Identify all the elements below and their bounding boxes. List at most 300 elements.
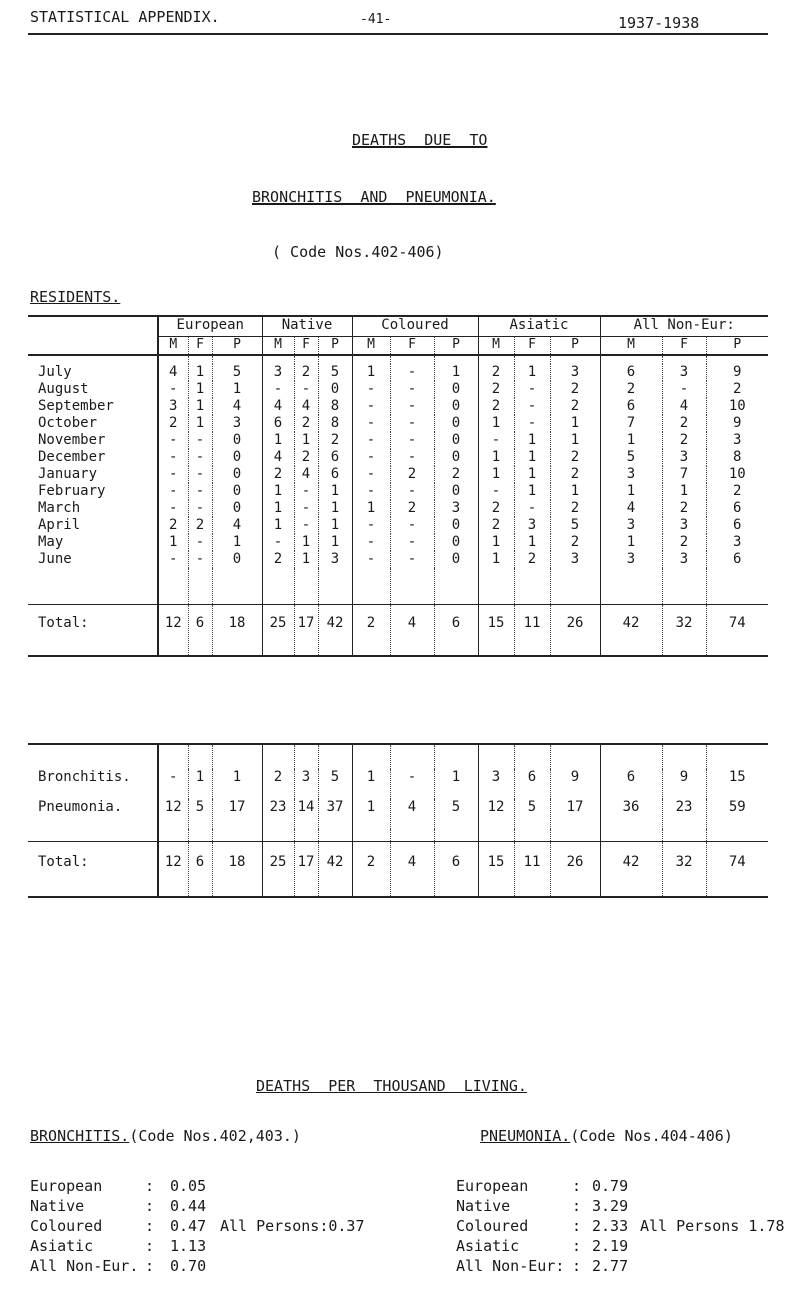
table-cell: 2 — [262, 466, 294, 483]
table-cell: 2 — [478, 398, 514, 415]
table-cell — [478, 568, 514, 605]
pneumonia-title: PNEUMONIA. — [480, 1127, 571, 1145]
table-cell: - — [188, 551, 212, 568]
table-cell: 3 — [662, 364, 706, 381]
table-row — [28, 432, 768, 449]
row-label — [28, 355, 158, 364]
subhead-p: P — [434, 337, 478, 356]
group-coloured: Coloured — [352, 316, 478, 337]
bronchitis-rate-value: 0.05 — [170, 1177, 207, 1195]
row-label: October — [38, 415, 98, 431]
appendix-heading: STATISTICAL APPENDIX. — [30, 8, 220, 26]
table-cell: 37 — [318, 799, 352, 829]
table-cell — [434, 829, 478, 842]
table-cell: - — [158, 483, 188, 500]
table-cell: 10 — [706, 398, 768, 415]
pneumonia-rate-label: All Non-Eur: — [456, 1257, 565, 1275]
table-cell: - — [352, 398, 390, 415]
table-cell — [188, 568, 212, 605]
table-cell: 74 — [706, 605, 768, 657]
table-cell — [212, 744, 262, 769]
row-label: September — [38, 398, 114, 414]
table-cell: 2 — [550, 466, 600, 483]
table-cell: - — [158, 500, 188, 517]
table-cell: 2 — [352, 842, 390, 898]
title-code-numbers: ( Code Nos.402-406) — [272, 243, 444, 261]
bronchitis-rate-colon: : — [145, 1217, 155, 1235]
pneumonia-rate-value: 2.33 — [592, 1217, 629, 1235]
table-cell — [434, 744, 478, 769]
table-cell: 1 — [294, 534, 318, 551]
group-asiatic: Asiatic — [478, 316, 600, 337]
table-cell: 26 — [550, 605, 600, 657]
table-cell: 0 — [434, 449, 478, 466]
row-label: Total: — [28, 605, 158, 657]
table-cell — [158, 568, 188, 605]
table-cell: 3 — [514, 517, 550, 534]
subhead-f: F — [188, 337, 212, 356]
table-cell: - — [188, 483, 212, 500]
table-cell: 1 — [262, 483, 294, 500]
row-label: April — [38, 517, 81, 533]
table-cell: 14 — [294, 799, 318, 829]
table-cell: - — [514, 415, 550, 432]
table-cell: - — [158, 769, 188, 799]
bronchitis-rate-value: 0.44 — [170, 1197, 207, 1215]
table-cell: 1 — [434, 769, 478, 799]
table-cell: 3 — [550, 551, 600, 568]
table-cell: 1 — [352, 364, 390, 381]
subhead-f: F — [294, 337, 318, 356]
table-cell: 8 — [706, 449, 768, 466]
table-cell: 42 — [600, 605, 662, 657]
table-cell: 5 — [434, 799, 478, 829]
table-cell: 4 — [158, 364, 188, 381]
table-cell: 11 — [514, 842, 550, 898]
table-cell: 6 — [188, 605, 212, 657]
table-row — [28, 415, 768, 432]
table-cell: 4 — [262, 398, 294, 415]
header-rule — [28, 33, 768, 35]
table-cell: 3 — [662, 551, 706, 568]
bronchitis-all-persons: All Persons:0.37 — [220, 1217, 365, 1235]
table-cell — [478, 744, 514, 769]
pneumonia-rate-label: Coloured — [456, 1217, 529, 1235]
table-cell: - — [294, 517, 318, 534]
table-cell: 1 — [600, 432, 662, 449]
table-cell — [550, 355, 600, 364]
title-bronchitis-pneumonia: BRONCHITIS AND PNEUMONIA. — [252, 188, 496, 206]
table-cell: 2 — [550, 449, 600, 466]
table-cell: 42 — [600, 842, 662, 898]
bronchitis-rate-colon: : — [145, 1257, 155, 1275]
table-cell: 1 — [434, 364, 478, 381]
table-cell: 5 — [550, 517, 600, 534]
table-cell: 1 — [600, 534, 662, 551]
table-cell: 18 — [212, 842, 262, 898]
table-cell: 8 — [318, 415, 352, 432]
table-cell — [434, 355, 478, 364]
table-cell — [318, 568, 352, 605]
table-cell: 42 — [318, 842, 352, 898]
table-cell: 1 — [262, 517, 294, 534]
table-cell: 6 — [318, 449, 352, 466]
table-cell: 2 — [294, 415, 318, 432]
table-cell: 10 — [706, 466, 768, 483]
pneumonia-rate-colon: : — [572, 1197, 582, 1215]
table-cell — [478, 355, 514, 364]
table-cell — [352, 355, 390, 364]
pneumonia-rate-value: 2.19 — [592, 1237, 629, 1255]
table-cell — [212, 568, 262, 605]
table-cell: 0 — [212, 483, 262, 500]
table-cell — [158, 829, 188, 842]
title-deaths-due-to: DEATHS DUE TO — [352, 131, 488, 149]
table-cell — [662, 744, 706, 769]
page-number: -41- — [360, 12, 392, 27]
subhead-f: F — [390, 337, 434, 356]
pneumonia-rate-colon: : — [572, 1237, 582, 1255]
row-label — [28, 568, 158, 605]
table-cell: 2 — [262, 551, 294, 568]
table-cell: 36 — [600, 799, 662, 829]
table-cell: 17 — [212, 799, 262, 829]
table-cell — [318, 829, 352, 842]
table-cell: 32 — [662, 842, 706, 898]
table-cell — [706, 744, 768, 769]
monthly-deaths-table — [28, 315, 768, 657]
table-cell — [188, 355, 212, 364]
table-cell: 2 — [550, 500, 600, 517]
table-cell: 2 — [434, 466, 478, 483]
table-cell: 1 — [294, 432, 318, 449]
table-cell — [294, 568, 318, 605]
table-row — [28, 769, 768, 799]
table-cell: 3 — [600, 466, 662, 483]
table-cell: - — [158, 449, 188, 466]
table-cell: 1 — [212, 534, 262, 551]
table-cell — [390, 744, 434, 769]
table-cell: - — [390, 364, 434, 381]
table-cell: 3 — [262, 364, 294, 381]
table-cell: - — [390, 381, 434, 398]
group-native: Native — [262, 316, 352, 337]
table-cell: 15 — [478, 842, 514, 898]
table-cell: - — [390, 432, 434, 449]
table-cell: 6 — [600, 769, 662, 799]
row-label: July — [38, 364, 72, 380]
group-european: European — [158, 316, 262, 337]
table-cell: 4 — [212, 398, 262, 415]
table-cell — [158, 744, 188, 769]
table-cell: 1 — [352, 799, 390, 829]
table-cell: 3 — [600, 517, 662, 534]
table-cell — [706, 829, 768, 842]
table-cell: 0 — [212, 432, 262, 449]
table-cell: 0 — [434, 381, 478, 398]
table-cell: - — [390, 769, 434, 799]
table-cell: 1 — [188, 415, 212, 432]
table-cell — [294, 829, 318, 842]
table-cell: 2 — [262, 769, 294, 799]
table-cell: 6 — [600, 398, 662, 415]
table-cell: 1 — [514, 432, 550, 449]
table-cell: 2 — [706, 483, 768, 500]
table-cell: 2 — [478, 364, 514, 381]
table-cell: 2 — [390, 466, 434, 483]
spacer-row — [28, 568, 768, 605]
table-cell: - — [158, 551, 188, 568]
table-cell: 5 — [600, 449, 662, 466]
table-cell — [390, 568, 434, 605]
table-cell: 1 — [318, 483, 352, 500]
table-cell: 7 — [662, 466, 706, 483]
table-cell — [262, 829, 294, 842]
table-cell: 6 — [318, 466, 352, 483]
table-cell — [352, 744, 390, 769]
table-cell: 2 — [514, 551, 550, 568]
table-cell: 1 — [514, 449, 550, 466]
table-cell: - — [478, 432, 514, 449]
table-cell: 6 — [706, 500, 768, 517]
pneumonia-rate-label: Asiatic — [456, 1237, 520, 1255]
bronchitis-rate-label: Asiatic — [30, 1237, 94, 1255]
row-label: November — [38, 432, 106, 448]
table-cell: - — [390, 483, 434, 500]
table-cell: - — [158, 432, 188, 449]
table-cell: 17 — [294, 605, 318, 657]
table-cell: 5 — [212, 364, 262, 381]
table-cell: 5 — [188, 799, 212, 829]
bronchitis-rate-value: 0.47 — [170, 1217, 207, 1235]
table-cell: 2 — [478, 500, 514, 517]
table-cell — [158, 355, 188, 364]
table-cell — [188, 829, 212, 842]
total-row — [28, 842, 768, 898]
subhead-m: M — [478, 337, 514, 356]
pneumonia-rates-heading — [480, 1127, 733, 1145]
bronchitis-codes: (Code Nos.402,403.) — [129, 1127, 301, 1145]
table-cell: 6 — [706, 517, 768, 534]
table-cell — [262, 744, 294, 769]
table-cell — [352, 568, 390, 605]
table-cell: 9 — [706, 364, 768, 381]
table-cell: 6 — [706, 551, 768, 568]
table-cell: 0 — [212, 449, 262, 466]
table-cell: 17 — [294, 842, 318, 898]
table-cell: 3 — [294, 769, 318, 799]
bronchitis-rate-colon: : — [145, 1197, 155, 1215]
residents-label: RESIDENTS. — [30, 288, 121, 306]
table-cell — [550, 829, 600, 842]
table-cell: - — [352, 483, 390, 500]
table-cell — [514, 355, 550, 364]
table-cell: 1 — [662, 483, 706, 500]
table-cell: 9 — [662, 769, 706, 799]
table-cell: 74 — [706, 842, 768, 898]
table-cell: 1 — [514, 483, 550, 500]
row-label: January — [38, 466, 98, 482]
table-cell — [514, 829, 550, 842]
bronchitis-rate-label: Native — [30, 1197, 85, 1215]
table-cell: 2 — [600, 381, 662, 398]
table-cell: 3 — [550, 364, 600, 381]
table-cell: - — [352, 466, 390, 483]
spacer-row — [28, 355, 768, 364]
table-cell: 12 — [158, 799, 188, 829]
subhead-p: P — [318, 337, 352, 356]
table-cell: 12 — [478, 799, 514, 829]
table-cell — [390, 355, 434, 364]
pneumonia-rate-colon: : — [572, 1177, 582, 1195]
table-cell: 1 — [478, 534, 514, 551]
table-cell: 1 — [188, 398, 212, 415]
table-cell: 15 — [478, 605, 514, 657]
table-cell: 1 — [294, 551, 318, 568]
subhead-p: P — [550, 337, 600, 356]
table-cell: 4 — [294, 466, 318, 483]
table-cell: 26 — [550, 842, 600, 898]
table-cell: 1 — [600, 483, 662, 500]
table-cell: 2 — [550, 534, 600, 551]
table-cell — [662, 829, 706, 842]
table-cell: 59 — [706, 799, 768, 829]
table-cell: 3 — [706, 534, 768, 551]
table-row — [28, 449, 768, 466]
table-cell: 4 — [390, 799, 434, 829]
table-cell: - — [352, 517, 390, 534]
table-cell: 4 — [262, 449, 294, 466]
table-cell: 2 — [662, 534, 706, 551]
table-cell — [390, 829, 434, 842]
table-cell: 1 — [262, 432, 294, 449]
table-cell: - — [188, 466, 212, 483]
table-row — [28, 517, 768, 534]
table-cell: 2 — [550, 381, 600, 398]
table-cell — [318, 355, 352, 364]
table-cell: 1 — [318, 534, 352, 551]
table-cell: 3 — [434, 500, 478, 517]
spacer-row — [28, 829, 768, 842]
table-row — [28, 534, 768, 551]
table-cell — [434, 568, 478, 605]
table-cell: 2 — [662, 500, 706, 517]
table-cell: 6 — [600, 364, 662, 381]
table-cell — [600, 829, 662, 842]
table-cell: - — [158, 381, 188, 398]
bronchitis-rate-value: 1.13 — [170, 1237, 207, 1255]
table-cell: 4 — [390, 605, 434, 657]
table-cell — [478, 829, 514, 842]
group-header-row — [28, 316, 768, 337]
table-cell: 0 — [212, 500, 262, 517]
table-cell: 4 — [294, 398, 318, 415]
table-cell: 0 — [212, 551, 262, 568]
table-cell: - — [188, 432, 212, 449]
table-cell: - — [390, 534, 434, 551]
table-cell: 1 — [212, 769, 262, 799]
table-cell: 1 — [478, 551, 514, 568]
cause-deaths-table — [28, 743, 768, 898]
table-cell: 1 — [550, 432, 600, 449]
bronchitis-rate-label: European — [30, 1177, 103, 1195]
table-cell: 0 — [434, 398, 478, 415]
table-cell: 6 — [188, 842, 212, 898]
table-cell — [706, 355, 768, 364]
subhead-f: F — [662, 337, 706, 356]
row-label: December — [38, 449, 106, 465]
table-cell: 1 — [212, 381, 262, 398]
row-label: Pneumonia. — [38, 799, 123, 815]
table-cell: 0 — [434, 517, 478, 534]
table-cell: 12 — [158, 842, 188, 898]
table-cell: 4 — [390, 842, 434, 898]
table-cell: 3 — [318, 551, 352, 568]
table-cell: 32 — [662, 605, 706, 657]
table-cell: - — [188, 449, 212, 466]
table-cell: 1 — [188, 769, 212, 799]
table-cell: 0 — [318, 381, 352, 398]
pneumonia-rate-value: 2.77 — [592, 1257, 629, 1275]
table-cell: 6 — [514, 769, 550, 799]
table-cell — [662, 355, 706, 364]
bronchitis-rate-value: 0.70 — [170, 1257, 207, 1275]
table-cell — [262, 568, 294, 605]
table-cell: 23 — [262, 799, 294, 829]
table-cell: - — [294, 381, 318, 398]
table-cell: 23 — [662, 799, 706, 829]
table-cell: 7 — [600, 415, 662, 432]
table-cell: 2 — [352, 605, 390, 657]
table-row — [28, 364, 768, 381]
table-cell: 2 — [158, 415, 188, 432]
table-cell: - — [390, 449, 434, 466]
table-cell: 25 — [262, 842, 294, 898]
subhead-m: M — [158, 337, 188, 356]
table-cell: 5 — [514, 799, 550, 829]
row-label: Bronchitis. — [38, 769, 131, 785]
table-cell: 3 — [662, 449, 706, 466]
table-cell: - — [352, 432, 390, 449]
table-row — [28, 398, 768, 415]
table-cell — [600, 568, 662, 605]
table-cell: 2 — [188, 517, 212, 534]
table-cell: - — [188, 534, 212, 551]
table-cell — [550, 568, 600, 605]
table-cell: 1 — [352, 500, 390, 517]
row-label: March — [38, 500, 81, 516]
table-cell — [706, 568, 768, 605]
table-cell: 2 — [158, 517, 188, 534]
table-cell: - — [390, 517, 434, 534]
table-cell: 1 — [514, 466, 550, 483]
rates-title: DEATHS PER THOUSAND LIVING. — [256, 1077, 527, 1095]
table-cell: 25 — [262, 605, 294, 657]
table-cell: 4 — [212, 517, 262, 534]
table-cell: 1 — [550, 483, 600, 500]
table-cell: 2 — [706, 381, 768, 398]
pneumonia-all-persons: All Persons 1.78 — [640, 1217, 785, 1235]
table-cell: - — [514, 398, 550, 415]
table-cell: 0 — [434, 432, 478, 449]
table-cell: 2 — [478, 381, 514, 398]
table-cell: 15 — [706, 769, 768, 799]
table-cell: 2 — [294, 449, 318, 466]
subhead-m: M — [600, 337, 662, 356]
table-cell: 12 — [158, 605, 188, 657]
table-cell — [600, 355, 662, 364]
table-cell — [514, 744, 550, 769]
